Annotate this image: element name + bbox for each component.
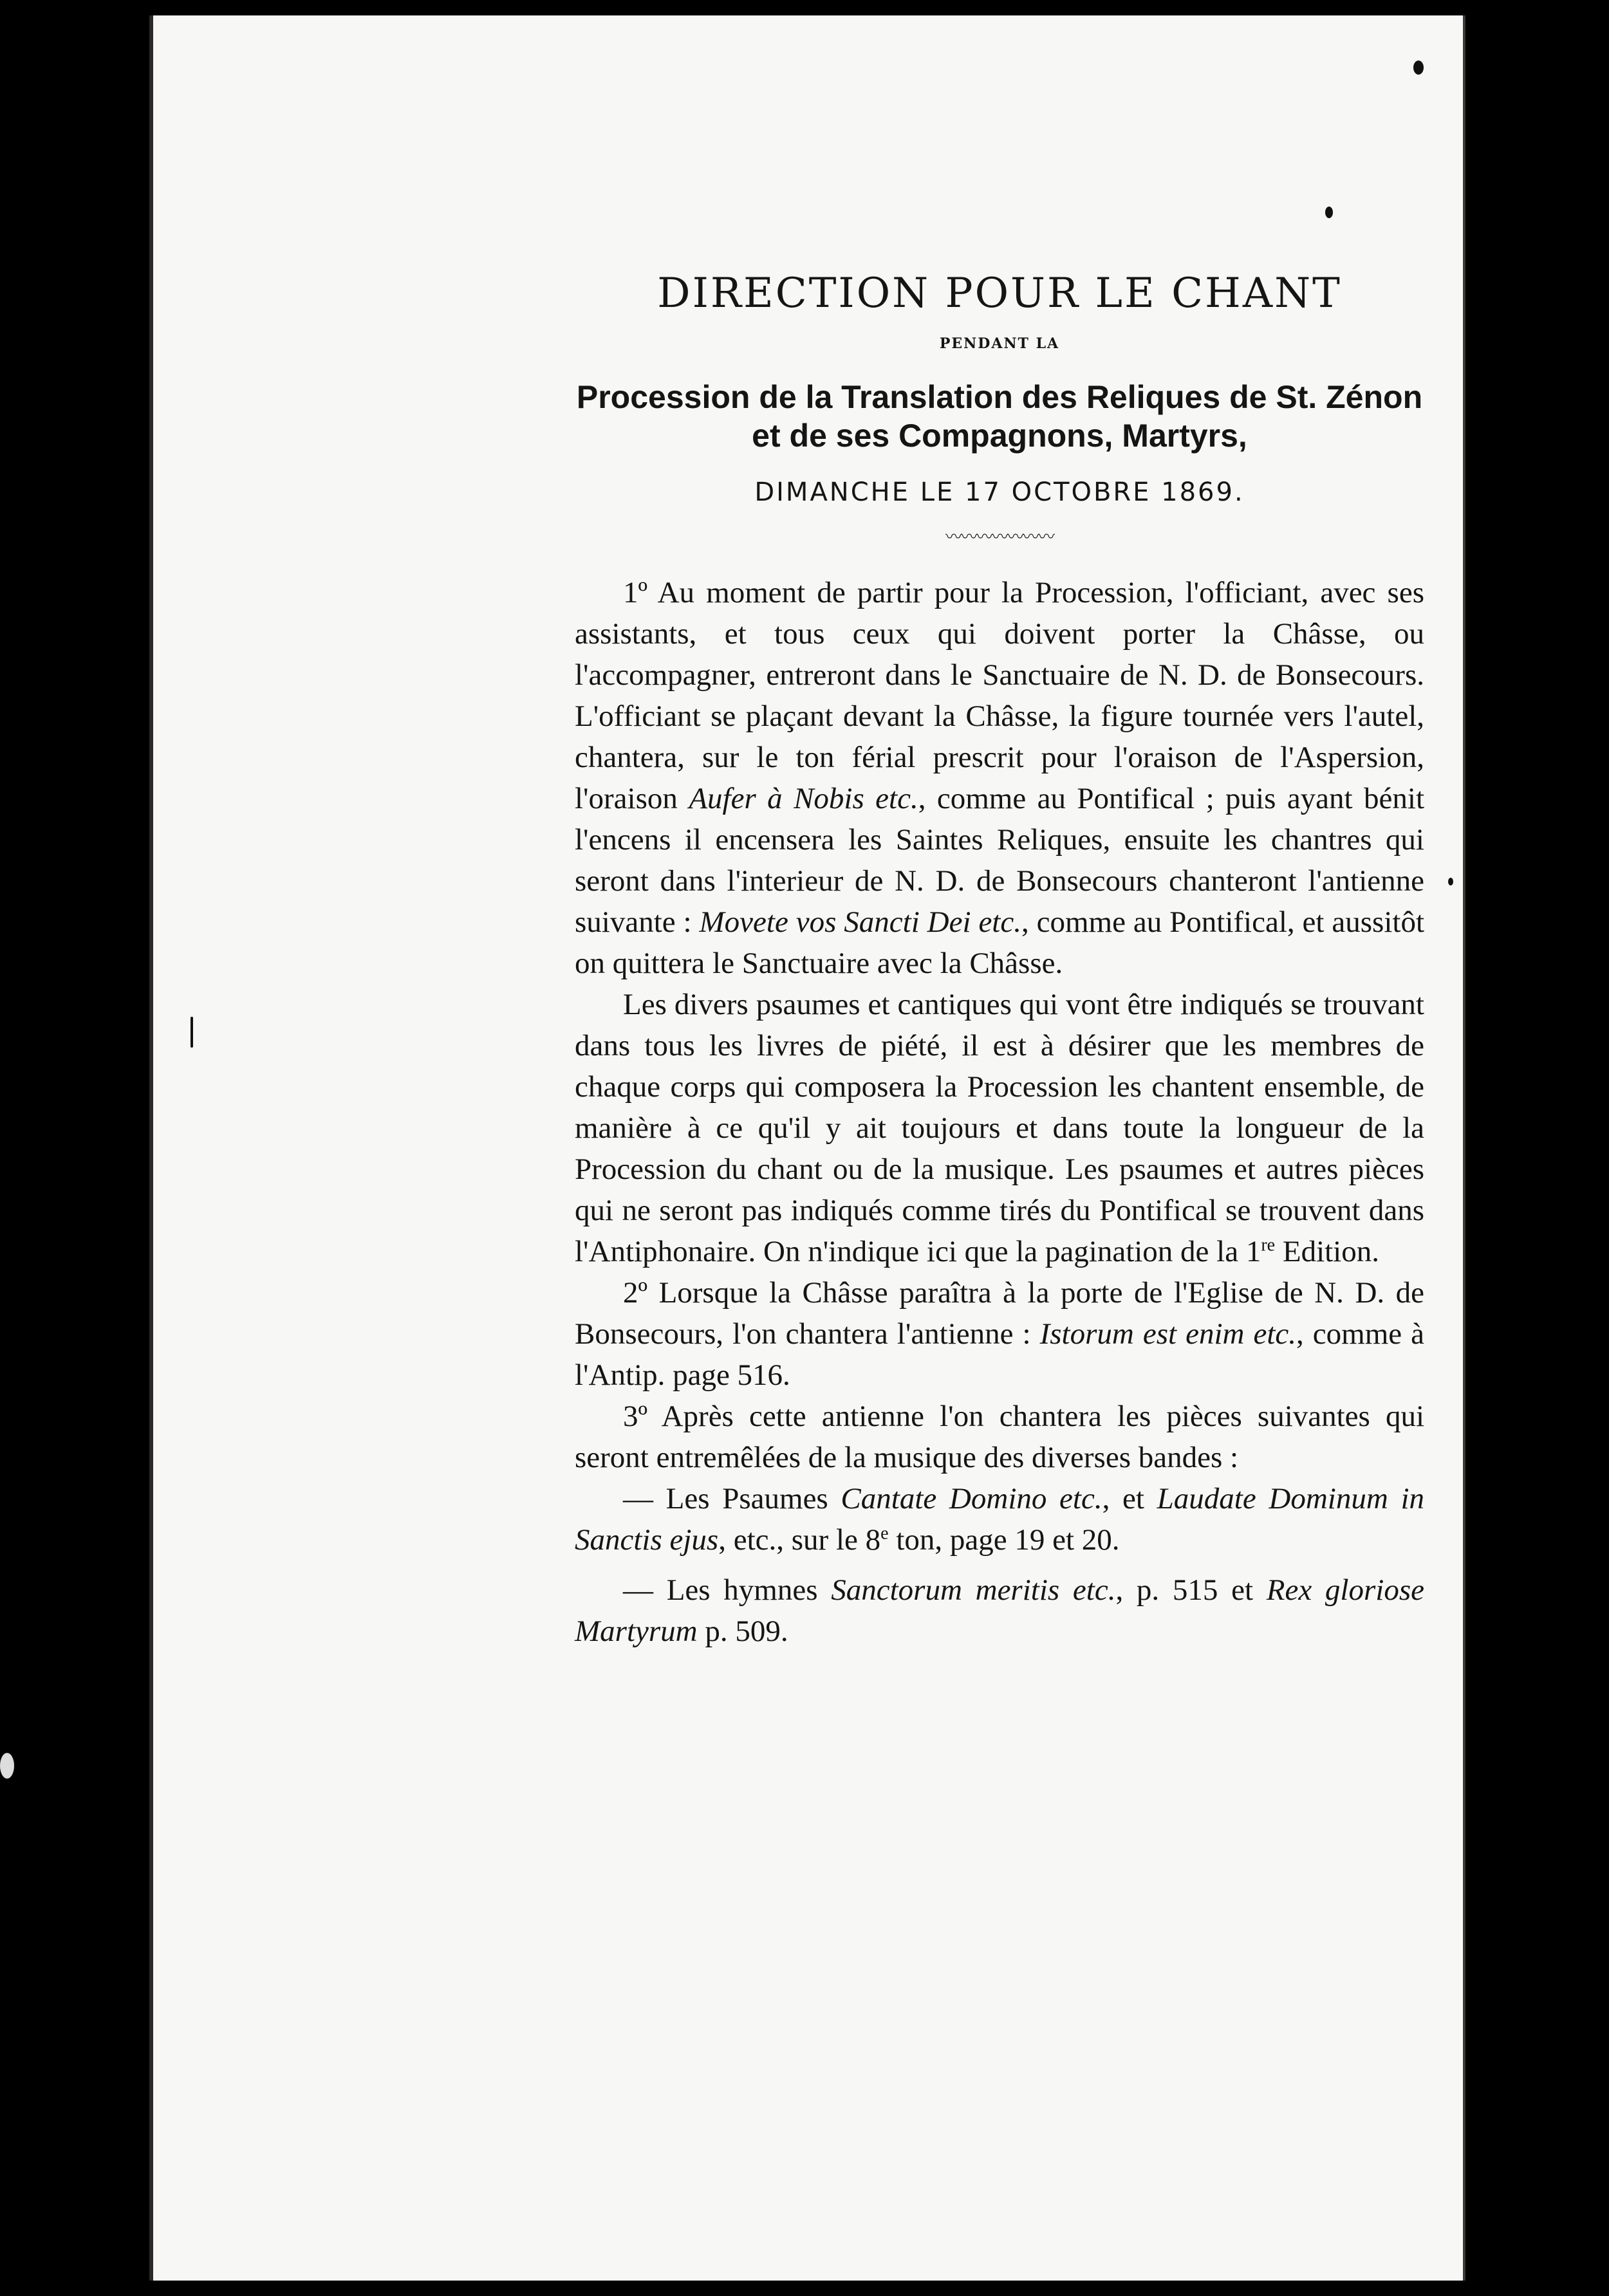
instructions-text [575, 572, 1424, 1652]
p6-text-e: p. 509. [697, 1615, 788, 1648]
paragraph-2 [575, 984, 1424, 1272]
p6-italic-sanctorum: Sanctorum meritis etc. [831, 1573, 1116, 1607]
p1-text-c: , comme au Pontifical ; puis ayant bénit l'encens il encensera les Saintes Reliques, ensuite les chantres qui seront dans l'interieur de N. D. de Bonsecours chanteront l'antienne suivante : [575, 782, 1424, 939]
date-line: DIMANCHE LE 17 OCTOBRE 1869. [754, 477, 1245, 507]
paragraph-3 [575, 1272, 1424, 1396]
paragraph-6 [575, 1569, 1424, 1652]
p2-text-a: Les divers psaumes et cantiques qui vont être indiqués se trouvant dans tous les livres de piété, il est à désirer que les membres de chaque corps qui composera la Procession les chantent ensemble, de manière à ce qu'il y ait toujours et dans toute la longueur de la Procession du chant ou de la musique. Les psaumes et autres pièces qui ne seront pas indiqués comme tirés du Pontifical se trouvent dans l'Antiphonaire. On n'indique ici que la pagination de la 1 [575, 988, 1424, 1268]
document-body [575, 270, 1424, 1652]
scan-speck [1413, 60, 1424, 75]
p5-text-e: , etc., sur le 8 [718, 1523, 881, 1557]
paragraph-1 [575, 572, 1424, 984]
p3-text-c: , comme à l'Antip. page 516. [575, 1317, 1424, 1392]
paragraph-5 [575, 1478, 1424, 1560]
p1-italic-movete: Movete vos Sancti Dei etc. [699, 905, 1021, 939]
procession-heading [575, 378, 1424, 455]
p6-text-c: , p. 515 et [1115, 1573, 1267, 1607]
paper-page [149, 15, 1465, 2281]
p5-italic-laudate: Laudate Dominum in Sanctis ejus [575, 1482, 1425, 1557]
procession-heading-line-1: Procession de la Translation des Reliques de St. Zénon [576, 379, 1423, 415]
p1-text-e: , comme au Pontifical, et aussitôt on quittera le Sanctuaire avec la Châsse. [575, 905, 1424, 980]
p5-text-c: , et [1102, 1482, 1157, 1515]
p5-text-f: ton, page 19 et 20. [888, 1523, 1120, 1557]
scan-speck [0, 1753, 14, 1779]
p4-text-a: 3º Après cette antienne l'on chantera les pièces suivantes qui seront entremêlées de la musique des diverses bandes : [575, 1400, 1424, 1474]
p1-italic-aufer: Aufer à Nobis etc. [689, 782, 918, 815]
scan-speck [1325, 207, 1333, 218]
scan-speck [191, 1017, 193, 1048]
p5-italic-cantate: Cantate Domino etc. [841, 1482, 1102, 1515]
p3-italic-istorum: Istorum est enim etc. [1039, 1317, 1296, 1351]
scan-speck [1448, 878, 1453, 885]
pendant-la-heading: PENDANT LA [939, 335, 1060, 352]
ornament-divider: 〰〰〰〰〰〰〰 [945, 528, 1054, 547]
document-title: DIRECTION POUR LE CHANT [657, 270, 1342, 317]
paragraph-4 [575, 1396, 1424, 1478]
p3-text-a: 2º Lorsque la Châsse paraîtra à la porte de l'Eglise de N. D. de Bonsecours, l'on chantera l'antienne : [575, 1276, 1424, 1351]
p2-superscript: re [1261, 1235, 1276, 1255]
p1-text-a: 1º Au moment de partir pour la Procession, l'officiant, avec ses assistants, et tous ceux qui doivent porter la Châsse, ou l'accompagner, entreront dans le Sanctuaire de N. D. de Bonsecours. L'officiant se plaçant devant la Châsse, la figure tournée vers l'autel, chantera, sur le ton férial prescrit pour l'oraison de l'Aspersion, l'oraison [575, 576, 1424, 815]
p5-superscript: e [880, 1523, 889, 1544]
procession-heading-line-2: et de ses Compagnons, Martyrs, [752, 418, 1247, 454]
p5-text-a: — Les Psaumes [623, 1482, 841, 1515]
p6-italic-rex: Rex gloriose Martyrum [575, 1573, 1424, 1648]
p2-text-b: Edition. [1275, 1235, 1379, 1268]
p6-text-a: — Les hymnes [623, 1573, 832, 1607]
